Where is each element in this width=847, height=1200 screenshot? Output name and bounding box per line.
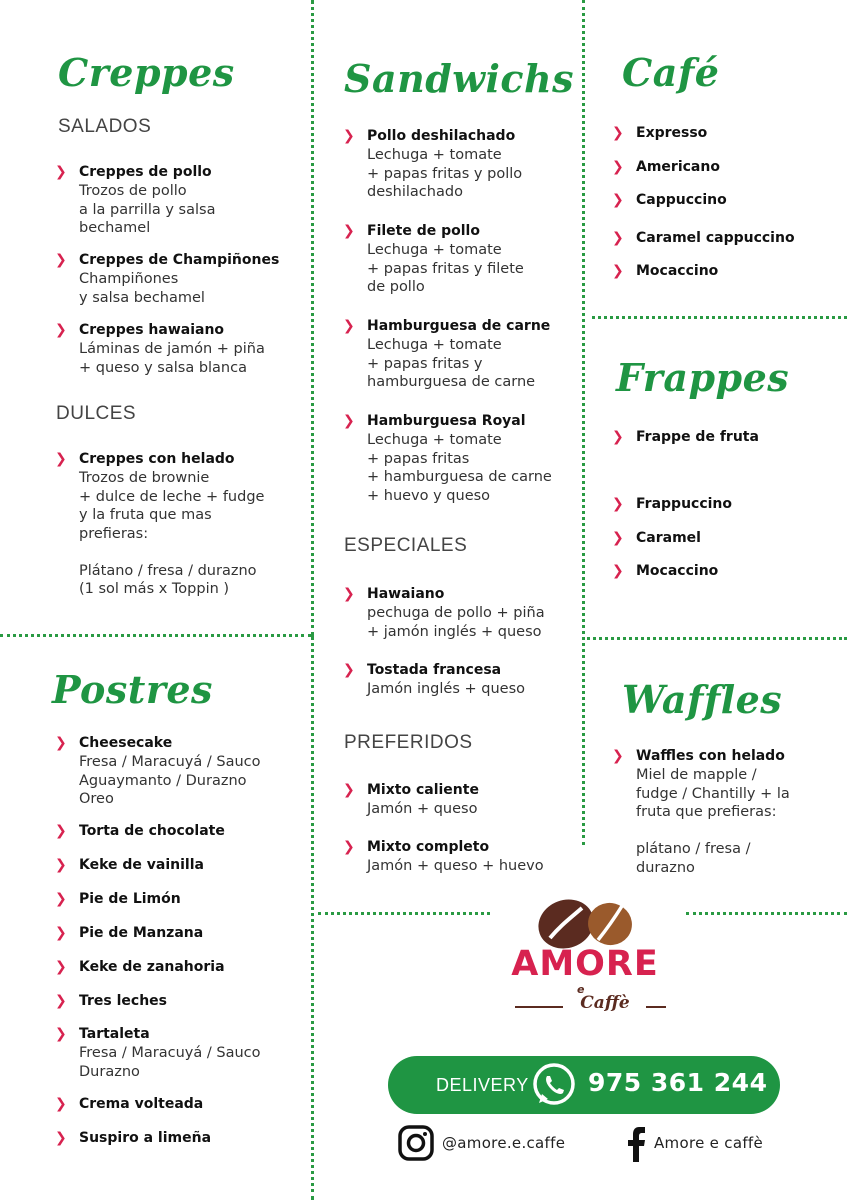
- menu-item-name: Americano: [636, 159, 720, 175]
- chevron-right-icon: ❯: [612, 429, 624, 445]
- chevron-right-icon: ❯: [55, 1130, 67, 1146]
- menu-item: [55, 251, 279, 307]
- menu-item-name: Tres leches: [79, 993, 168, 1009]
- menu-item-name: Pie de Limón: [79, 891, 181, 907]
- chevron-right-icon: ❯: [55, 823, 67, 839]
- menu-item-name: Mixto caliente: [367, 782, 479, 798]
- section-title-frappes: Frappes: [616, 355, 790, 400]
- facebook-icon[interactable]: [626, 1126, 646, 1162]
- chevron-right-icon: ❯: [612, 748, 624, 764]
- chevron-right-icon: ❯: [612, 125, 624, 141]
- brand-connector: e: [577, 983, 585, 996]
- menu-item: [612, 495, 732, 514]
- chevron-right-icon: ❯: [55, 993, 67, 1009]
- menu-item-name: Cheesecake: [79, 735, 173, 751]
- chevron-right-icon: ❯: [55, 857, 67, 873]
- menu-item: [55, 890, 181, 909]
- menu-item: [343, 838, 544, 876]
- menu-item-description: Trozos de brownie + dulce de leche + fudge y la fruta que mas prefieras: Plátano / fresa / durazno (1 sol más x Toppin ): [79, 470, 265, 597]
- menu-item-name: Torta de chocolate: [79, 823, 225, 839]
- chevron-right-icon: ❯: [612, 159, 624, 175]
- menu-item: [55, 856, 204, 875]
- menu-item: [55, 1095, 203, 1114]
- divider-cafe-frappes: [592, 316, 847, 319]
- chevron-right-icon: ❯: [55, 451, 67, 467]
- divider-left-vertical: [311, 0, 314, 636]
- menu-item-name: Tostada francesa: [367, 662, 502, 678]
- chevron-right-icon: ❯: [612, 192, 624, 208]
- menu-item: [343, 781, 479, 819]
- subsection-salados: SALADOS: [58, 116, 152, 137]
- chevron-right-icon: ❯: [55, 959, 67, 975]
- menu-item: [612, 747, 790, 877]
- menu-item-description: Trozos de pollo a la parrilla y salsa bechamel: [79, 183, 216, 236]
- divider-left-horizontal: [0, 634, 311, 637]
- chevron-right-icon: ❯: [612, 496, 624, 512]
- menu-item-description: Lechuga + tomate + papas fritas y pollo deshilachado: [367, 147, 523, 200]
- menu-item-description: pechuga de pollo + piña + jamón inglés + queso: [367, 605, 545, 640]
- chevron-right-icon: ❯: [55, 322, 67, 338]
- menu-item-description: Fresa / Maracuyá / Sauco Durazno: [79, 1045, 261, 1080]
- brand-sub: Caffè: [580, 993, 630, 1013]
- menu-item: [612, 262, 718, 281]
- subsection-dulces: DULCES: [56, 403, 137, 424]
- menu-item-name: Caramel: [636, 530, 701, 546]
- divider-bottom-right: [686, 912, 847, 915]
- menu-item: [55, 924, 203, 943]
- chevron-right-icon: ❯: [55, 735, 67, 751]
- subsection-preferidos: PREFERIDOS: [344, 732, 473, 753]
- menu-item: [55, 822, 225, 841]
- menu-item-name: Mixto completo: [367, 839, 490, 855]
- menu-item: [343, 661, 525, 699]
- menu-item-name: Frappe de fruta: [636, 429, 759, 445]
- chevron-right-icon: ❯: [55, 1096, 67, 1112]
- menu-item-description: Láminas de jamón + piña + queso y salsa blanca: [79, 341, 265, 376]
- menu-item-description: Lechuga + tomate + papas fritas y filete de pollo: [367, 242, 524, 295]
- chevron-right-icon: ❯: [343, 782, 355, 798]
- menu-item-name: Hamburguesa de carne: [367, 318, 551, 334]
- menu-item-description: Lechuga + tomate + papas fritas y hamburguesa de carne: [367, 337, 536, 390]
- menu-item-name: Hawaiano: [367, 586, 445, 602]
- menu-item: [612, 191, 727, 210]
- menu-item-name: Filete de pollo: [367, 223, 480, 239]
- menu-item: [612, 562, 718, 581]
- menu-item: [343, 585, 545, 641]
- menu-item-name: Cappuccino: [636, 192, 727, 208]
- menu-item-name: Keke de vainilla: [79, 857, 204, 873]
- brand-line-right: [646, 1006, 666, 1008]
- menu-item-name: Creppes con helado: [79, 451, 235, 467]
- menu-item-name: Creppes de Champiñones: [79, 252, 280, 268]
- menu-item-name: Caramel cappuccino: [636, 230, 795, 246]
- menu-item-name: Suspiro a limeña: [79, 1130, 212, 1146]
- chevron-right-icon: ❯: [612, 563, 624, 579]
- menu-item: [612, 124, 707, 143]
- menu-item-name: Waffles con helado: [636, 748, 785, 764]
- brand-line-left: [515, 1006, 563, 1008]
- menu-item-name: Hamburguesa Royal: [367, 413, 526, 429]
- chevron-right-icon: ❯: [55, 1026, 67, 1042]
- menu-item-description: Jamón + queso: [367, 801, 478, 817]
- menu-item: [343, 412, 552, 505]
- menu-item-name: Expresso: [636, 125, 708, 141]
- section-title-waffles: Waffles: [622, 677, 783, 722]
- subsection-especiales: ESPECIALES: [344, 535, 468, 556]
- menu-item-name: Pollo deshilachado: [367, 128, 516, 144]
- menu-item: [55, 958, 225, 977]
- chevron-right-icon: ❯: [612, 530, 624, 546]
- facebook-name[interactable]: Amore e caffè: [654, 1134, 764, 1152]
- menu-item: [612, 158, 720, 177]
- menu-item-description: Lechuga + tomate + papas fritas + hamburguesa de carne + huevo y queso: [367, 432, 552, 504]
- menu-item: [612, 428, 759, 447]
- menu-item: [55, 450, 264, 599]
- menu-item: [55, 1025, 261, 1081]
- menu-item: [55, 163, 215, 238]
- chevron-right-icon: ❯: [343, 128, 355, 144]
- chevron-right-icon: ❯: [343, 586, 355, 602]
- chevron-right-icon: ❯: [55, 252, 67, 268]
- menu-item: [55, 321, 265, 377]
- menu-item-name: Tartaleta: [79, 1026, 150, 1042]
- menu-item: [612, 229, 795, 248]
- menu-item: [343, 222, 524, 297]
- menu-item: [55, 734, 261, 809]
- delivery-label: DELIVERY: [436, 1075, 529, 1095]
- section-title-sandwichs: Sandwichs: [344, 56, 575, 101]
- menu-item-description: Champiñones y salsa bechamel: [79, 271, 205, 306]
- menu-item-name: Frappuccino: [636, 496, 733, 512]
- menu-item: [55, 992, 167, 1011]
- chevron-right-icon: ❯: [343, 223, 355, 239]
- menu-item: [343, 317, 550, 392]
- section-title-cafe: Café: [622, 50, 720, 95]
- divider-frappes-waffles: [582, 637, 847, 640]
- chevron-right-icon: ❯: [343, 662, 355, 678]
- menu-item-description: Jamón + queso + huevo: [367, 858, 544, 874]
- menu-item-description: Miel de mapple / fudge / Chantilly + la fruta que prefieras: plátano / fresa / durazno: [636, 767, 790, 876]
- menu-item-description: Fresa / Maracuyá / Sauco Aguaymanto / Durazno Oreo: [79, 754, 261, 807]
- delivery-phone[interactable]: 975 361 244: [588, 1068, 768, 1097]
- chevron-right-icon: ❯: [612, 263, 624, 279]
- chevron-right-icon: ❯: [55, 925, 67, 941]
- menu-item: [55, 1129, 211, 1148]
- chevron-right-icon: ❯: [343, 318, 355, 334]
- chevron-right-icon: ❯: [343, 839, 355, 855]
- menu-item-name: Keke de zanahoria: [79, 959, 225, 975]
- instagram-icon[interactable]: [398, 1125, 434, 1161]
- divider-bottom-left: [318, 912, 490, 915]
- menu-item-name: Creppes hawaiano: [79, 322, 225, 338]
- chevron-right-icon: ❯: [55, 891, 67, 907]
- divider-right-vertical: [582, 0, 585, 845]
- menu-item-name: Crema volteada: [79, 1096, 204, 1112]
- instagram-handle[interactable]: @amore.e.caffe: [442, 1134, 566, 1152]
- menu-item-name: Creppes de pollo: [79, 164, 212, 180]
- menu-item-name: Mocaccino: [636, 563, 719, 579]
- whatsapp-icon[interactable]: [530, 1061, 578, 1109]
- menu-item-description: Jamón inglés + queso: [367, 681, 525, 697]
- menu-item-name: Mocaccino: [636, 263, 719, 279]
- menu-item: [612, 529, 701, 548]
- section-title-creppes: Creppes: [58, 50, 235, 95]
- chevron-right-icon: ❯: [612, 230, 624, 246]
- menu-item-name: Pie de Manzana: [79, 925, 204, 941]
- menu-item: [343, 127, 522, 202]
- chevron-right-icon: ❯: [343, 413, 355, 429]
- brand-name: AMORE: [511, 944, 659, 984]
- chevron-right-icon: ❯: [55, 164, 67, 180]
- divider-left-vertical-lower: [311, 636, 314, 1200]
- section-title-postres: Postres: [52, 667, 213, 712]
